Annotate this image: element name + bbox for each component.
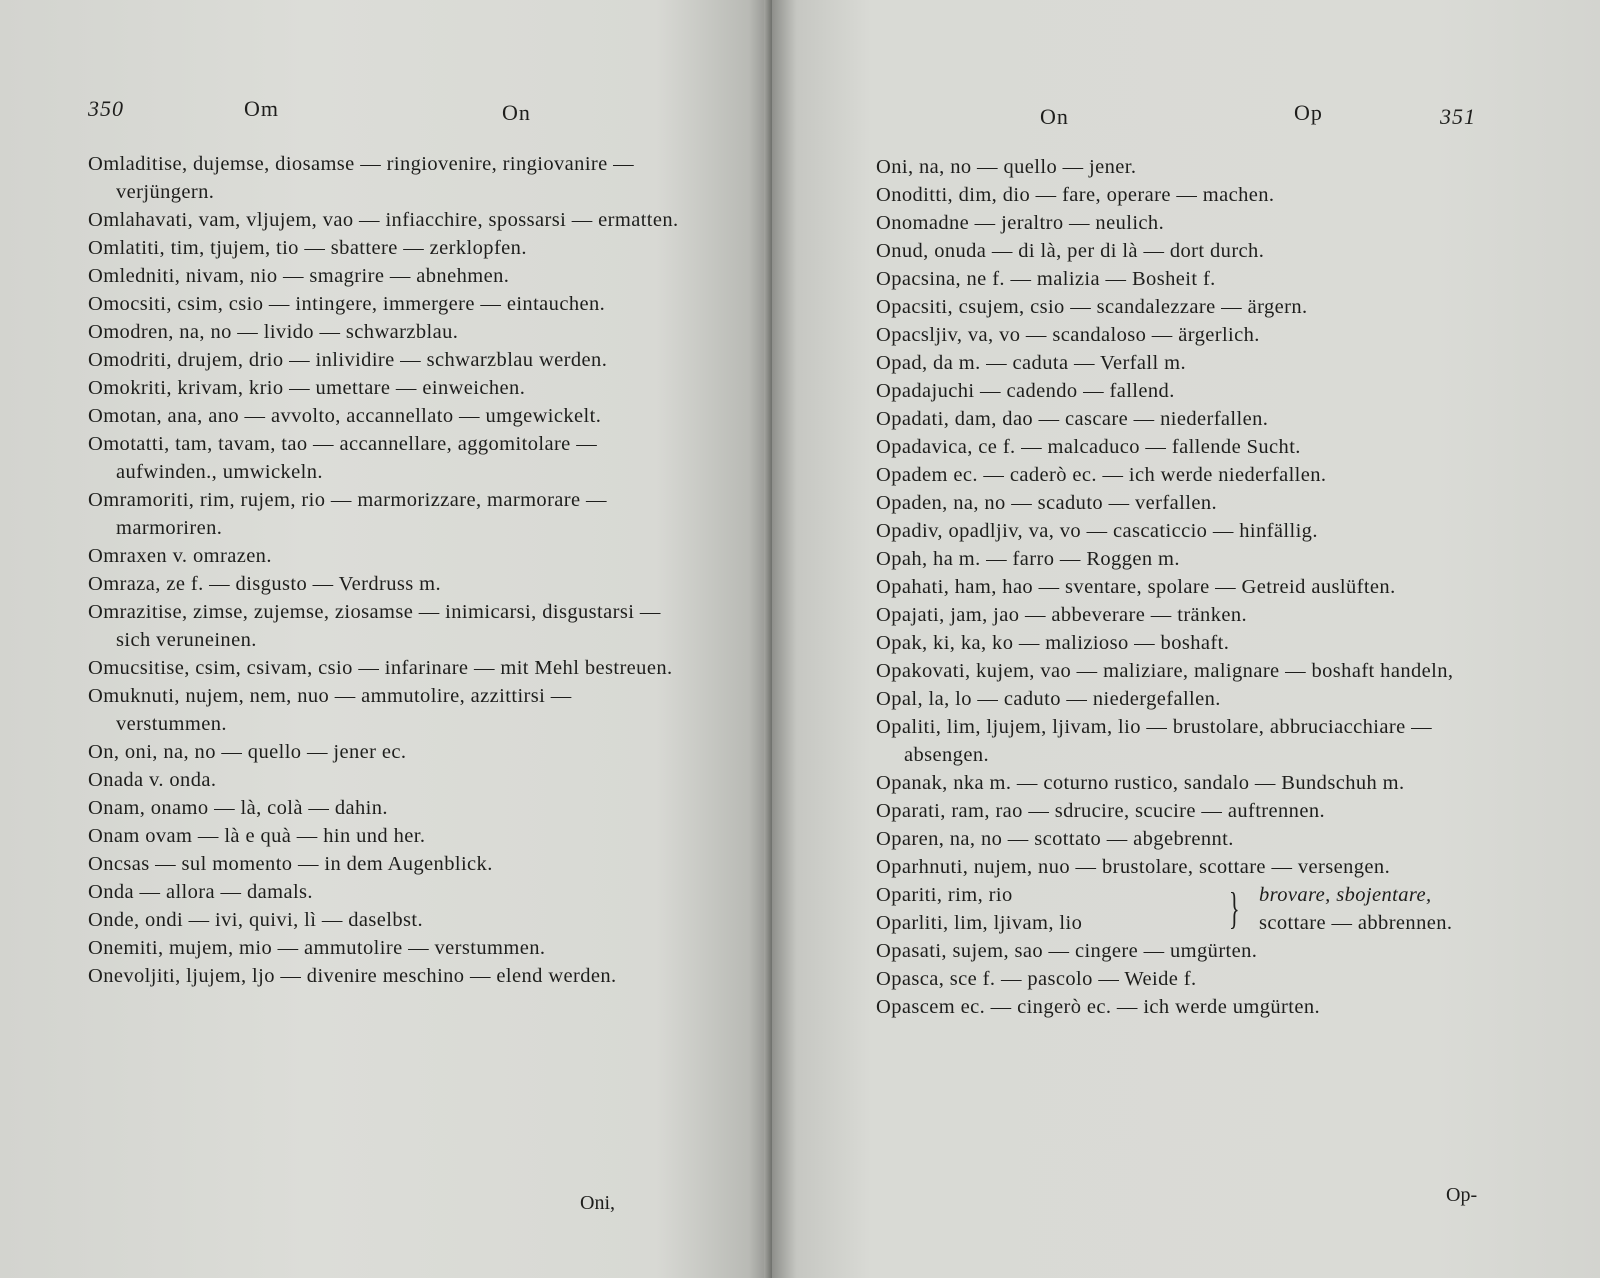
dictionary-entry: Omraza, ze f. — disgusto — Verdruss m.: [88, 573, 442, 595]
dictionary-entry: Omraxen v. omrazen.: [88, 545, 272, 567]
dictionary-entry: Opadem ec. — caderò ec. — ich werde niederfallen.: [876, 464, 1327, 486]
running-head-right-second: Op: [1294, 100, 1323, 125]
dictionary-entry: Opadajuchi — cadendo — fallend.: [876, 380, 1175, 402]
running-head-left-second: On: [502, 100, 531, 125]
dictionary-entry: Opah, ha m. — farro — Roggen m.: [876, 548, 1180, 570]
dictionary-entry: Omodriti, drujem, drio — inlividire — schwarzblau werden.: [88, 349, 608, 371]
page-number-left: 350: [88, 96, 124, 121]
dictionary-entry: Opajati, jam, jao — abbeverare — tränken.: [876, 604, 1248, 626]
dictionary-entry: Omokriti, krivam, krio — umettare — einweichen.: [88, 377, 526, 399]
dictionary-entry: Omotatti, tam, tavam, tao — accannellare, aggomitolare — aufwinden., umwickeln.: [88, 433, 598, 483]
dictionary-entry: Opanak, nka m. — coturno rustico, sandalo — Bundschuh m.: [876, 772, 1405, 794]
dictionary-entry: Opaden, na, no — scaduto — verfallen.: [876, 492, 1217, 514]
dictionary-entry: Opadati, dam, dao — cascare — niederfallen.: [876, 408, 1269, 430]
brace-translation-2: scottare — abbrennen.: [1259, 912, 1453, 934]
dictionary-entry: Omladitise, dujemse, diosamse — ringiovenire, ringiovanire — verjüngern.: [88, 153, 635, 203]
dictionary-entry: Omucsitise, csim, csivam, csio — infarinare — mit Mehl bestreuen.: [88, 657, 673, 679]
dictionary-entry: Omledniti, nivam, nio — smagrire — abnehmen.: [88, 265, 510, 287]
brace-entry-2: Oparliti, lim, ljivam, lio: [876, 912, 1083, 934]
catchword-left: Oni,: [580, 1192, 615, 1214]
dictionary-entry: Opad, da m. — caduta — Verfall m.: [876, 352, 1186, 374]
dictionary-entry: Omlatiti, tim, tjujem, tio — sbattere — zerklopfen.: [88, 237, 527, 259]
catchword-right: Op-: [1446, 1184, 1478, 1206]
dictionary-entry: Omlahavati, vam, vljujem, vao — infiacchire, spossarsi — ermatten.: [88, 209, 679, 231]
dictionary-entry: Onde, ondi — ivi, quivi, lì — daselbst.: [88, 909, 424, 931]
dictionary-entry: Onemiti, mujem, mio — ammutolire — verstummen.: [88, 937, 546, 959]
brace-mark: }: [1229, 884, 1240, 933]
dictionary-entry: Omuknuti, nujem, nem, nuo — ammutolire, azzittirsi — verstummen.: [88, 685, 572, 735]
dictionary-entry: On, oni, na, no — quello — jener ec.: [88, 741, 407, 763]
right-entry-list: [876, 153, 1486, 1021]
dictionary-entry: Omodren, na, no — livido — schwarzblau.: [88, 321, 459, 343]
running-head-left-first: Om: [244, 96, 279, 121]
dictionary-entry: Opasati, sujem, sao — cingere — umgürten.: [876, 940, 1258, 962]
right-page: [772, 0, 1600, 1278]
page-number-right: 351: [1440, 104, 1476, 129]
dictionary-entry: Omramoriti, rim, rujem, rio — marmorizzare, marmorare — marmoriren.: [88, 489, 607, 539]
left-page: [0, 0, 772, 1278]
dictionary-entry: Onam, onamo — là, colà — dahin.: [88, 797, 388, 819]
dictionary-entry: Onada v. onda.: [88, 769, 217, 791]
running-head-right-first: On: [1040, 104, 1069, 129]
dictionary-entry: Onda — allora — damals.: [88, 881, 313, 903]
brace-entry-group: [876, 881, 1486, 937]
dictionary-entry: Oni, na, no — quello — jener.: [876, 156, 1137, 178]
dictionary-entry: Opakovati, kujem, vao — maliziare, malignare — boshaft handeln,: [876, 660, 1454, 682]
dictionary-entry: Omotan, ana, ano — avvolto, accannellato — umgewickelt.: [88, 405, 602, 427]
dictionary-entry: Onevoljiti, ljujem, ljo — divenire meschino — elend werden.: [88, 965, 617, 987]
dictionary-entry: Onam ovam — là e quà — hin und her.: [88, 825, 426, 847]
dictionary-entry: Opacsljiv, va, vo — scandaloso — ärgerlich.: [876, 324, 1260, 346]
dictionary-entry: Oparati, ram, rao — sdrucire, scucire — auftrennen.: [876, 800, 1326, 822]
dictionary-entry: Opaliti, lim, ljujem, ljivam, lio — brustolare, abbruciacchiare — absengen.: [876, 716, 1433, 766]
dictionary-entry: Opadiv, opadljiv, va, vo — cascaticcio — hinfällig.: [876, 520, 1318, 542]
dictionary-entry: Opadavica, ce f. — malcaduco — fallende Sucht.: [876, 436, 1301, 458]
left-entry-list: [88, 150, 688, 990]
dictionary-entry: Oparen, na, no — scottato — abgebrennt.: [876, 828, 1234, 850]
dictionary-entry: Oncsas — sul momento — in dem Augenblick.: [88, 853, 493, 875]
dictionary-entry: Omrazitise, zimse, zujemse, ziosamse — inimicarsi, disgustarsi — sich veruneinen.: [88, 601, 661, 651]
dictionary-entry: Opacsina, ne f. — malizia — Bosheit f.: [876, 268, 1216, 290]
brace-translation-1: brovare, sbojentare,: [1259, 884, 1432, 906]
dictionary-entry: Oparhnuti, nujem, nuo — brustolare, scottare — versengen.: [876, 856, 1391, 878]
brace-entry-1: Opariti, rim, rio: [876, 884, 1013, 906]
dictionary-entry: Opak, ki, ka, ko — malizioso — boshaft.: [876, 632, 1230, 654]
dictionary-entry: Opahati, ham, hao — sventare, spolare — Getreid auslüften.: [876, 576, 1396, 598]
dictionary-entry: Opasca, sce f. — pascolo — Weide f.: [876, 968, 1197, 990]
dictionary-entry: Onoditti, dim, dio — fare, operare — machen.: [876, 184, 1275, 206]
dictionary-entry: Omocsiti, csim, csio — intingere, immergere — eintauchen.: [88, 293, 606, 315]
dictionary-entry: Opal, la, lo — caduto — niedergefallen.: [876, 688, 1221, 710]
dictionary-entry: Onud, onuda — di là, per di là — dort durch.: [876, 240, 1265, 262]
dictionary-entry: Opacsiti, csujem, csio — scandalezzare — ärgern.: [876, 296, 1308, 318]
dictionary-entry: Opascem ec. — cingerò ec. — ich werde umgürten.: [876, 996, 1321, 1018]
dictionary-entry: Onomadne — jeraltro — neulich.: [876, 212, 1165, 234]
